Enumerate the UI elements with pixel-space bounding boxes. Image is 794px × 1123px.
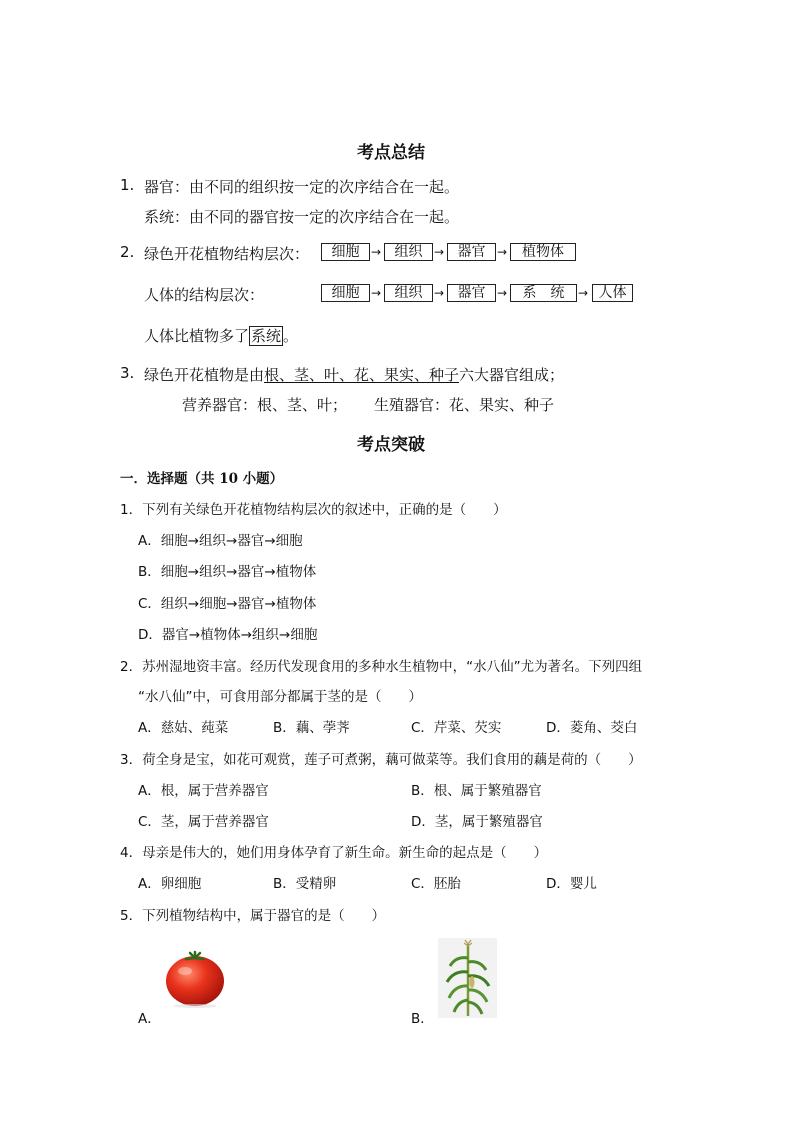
question-2-option-a: A．慈姑、莼菜 — [138, 720, 229, 736]
question-2-option-d: D．菱角、茭白 — [546, 720, 638, 736]
question-1-option-b: B．细胞→组织→器官→植物体 — [138, 564, 317, 580]
point-3-number: 3. — [120, 364, 135, 382]
summary-title: 考点总结 — [357, 143, 425, 163]
section-heading: 一．选择题（共 10 小题） — [120, 471, 284, 487]
point-1-number: 1. — [120, 176, 135, 194]
question-3-option-c: C．茎，属于营养器官 — [138, 814, 269, 830]
corn-plant-image — [438, 938, 497, 1018]
extra-prefix: 人体比植物多了 — [144, 327, 250, 345]
question-3-option-b: B．根、属于繁殖器官 — [411, 783, 542, 799]
extra-system-box: 系统 — [251, 327, 282, 345]
question-1-option-a: A．细胞→组织→器官→细胞 — [138, 533, 303, 549]
question-5-stem: 5．下列植物结构中，属于器官的是（ ） — [120, 908, 386, 924]
extra-suffix: 。 — [283, 327, 299, 345]
plant-chain-cell: 细胞 — [321, 243, 370, 261]
question-3-stem: 3．荷全身是宝，如花可观赏，莲子可煮粥，藕可做菜等。我们食用的藕是荷的（ ） — [120, 752, 642, 768]
question-3-option-d: D．茎，属于繁殖器官 — [411, 814, 543, 830]
question-5-option-a: A． — [138, 1011, 161, 1027]
organs-suffix: 六大器官组成； — [459, 366, 565, 384]
human-chain-human-body: 人体 — [592, 284, 633, 302]
question-3-option-a: A．根，属于营养器官 — [138, 783, 269, 799]
nutritive-organs: 营养器官：根、茎、叶； — [182, 396, 348, 414]
question-5-option-b: B． — [411, 1011, 434, 1027]
human-chain-tissue: 组织 — [384, 284, 433, 302]
question-4-option-d: D．婴儿 — [546, 876, 597, 892]
plant-hierarchy-label: 绿色开花植物结构层次： — [144, 245, 310, 263]
question-2-option-b: B．藕、荸荠 — [273, 720, 350, 736]
plant-chain-organ: 器官 — [447, 243, 496, 261]
human-extra-note — [144, 325, 298, 346]
question-4-option-a: A．卵细胞 — [138, 876, 202, 892]
human-chain-cell: 细胞 — [321, 284, 370, 302]
human-chain-system: 系 统 — [510, 284, 577, 302]
arrow-icon: → — [371, 245, 382, 259]
human-hierarchy-label: 人体的结构层次： — [144, 286, 265, 304]
arrow-icon: → — [434, 245, 445, 259]
point-1-organ-definition: 器官：由不同的组织按一定的次序结合在一起。 — [144, 178, 460, 196]
arrow-icon: → — [578, 286, 589, 300]
question-2-stem: 2．苏州湿地资丰富。经历代发现食用的多种水生植物中，“水八仙”尤为著名。下列四组 — [120, 659, 643, 675]
point-1-system-definition: 系统：由不同的器官按一定的次序结合在一起。 — [144, 208, 460, 226]
question-4-option-b: B．受精卵 — [273, 876, 337, 892]
human-chain-organ: 器官 — [447, 284, 496, 302]
arrow-icon: → — [497, 286, 508, 300]
question-1-option-d: D．器官→植物体→组织→细胞 — [138, 627, 318, 643]
question-2-stem-continued: “水八仙”中，可食用部分都属于茎的是（ ） — [138, 689, 422, 705]
organs-prefix: 绿色开花植物是由 — [144, 366, 265, 384]
question-2-option-c: C．芹菜、芡实 — [411, 720, 502, 736]
tomato-image — [164, 950, 226, 1008]
point-3-text — [144, 364, 564, 385]
question-1-option-c: C．组织→细胞→器官→植物体 — [138, 596, 317, 612]
six-organs: 根、茎、叶、花、果实、种子 — [264, 366, 460, 384]
question-1-stem: 1．下列有关绿色开花植物结构层次的叙述中，正确的是（ ） — [120, 502, 507, 518]
point-2-number: 2. — [120, 243, 135, 261]
plant-chain-tissue: 组织 — [384, 243, 433, 261]
arrow-icon: → — [434, 286, 445, 300]
arrow-icon: → — [497, 245, 508, 259]
question-4-option-c: C．胚胎 — [411, 876, 461, 892]
question-4-stem: 4．母亲是伟大的，她们用身体孕育了新生命。新生命的起点是（ ） — [120, 845, 548, 861]
reproductive-organs: 生殖器官：花、果实、种子 — [374, 396, 555, 414]
plant-chain-plant-body: 植物体 — [510, 243, 576, 261]
breakthrough-title: 考点突破 — [357, 435, 425, 455]
arrow-icon: → — [371, 286, 382, 300]
